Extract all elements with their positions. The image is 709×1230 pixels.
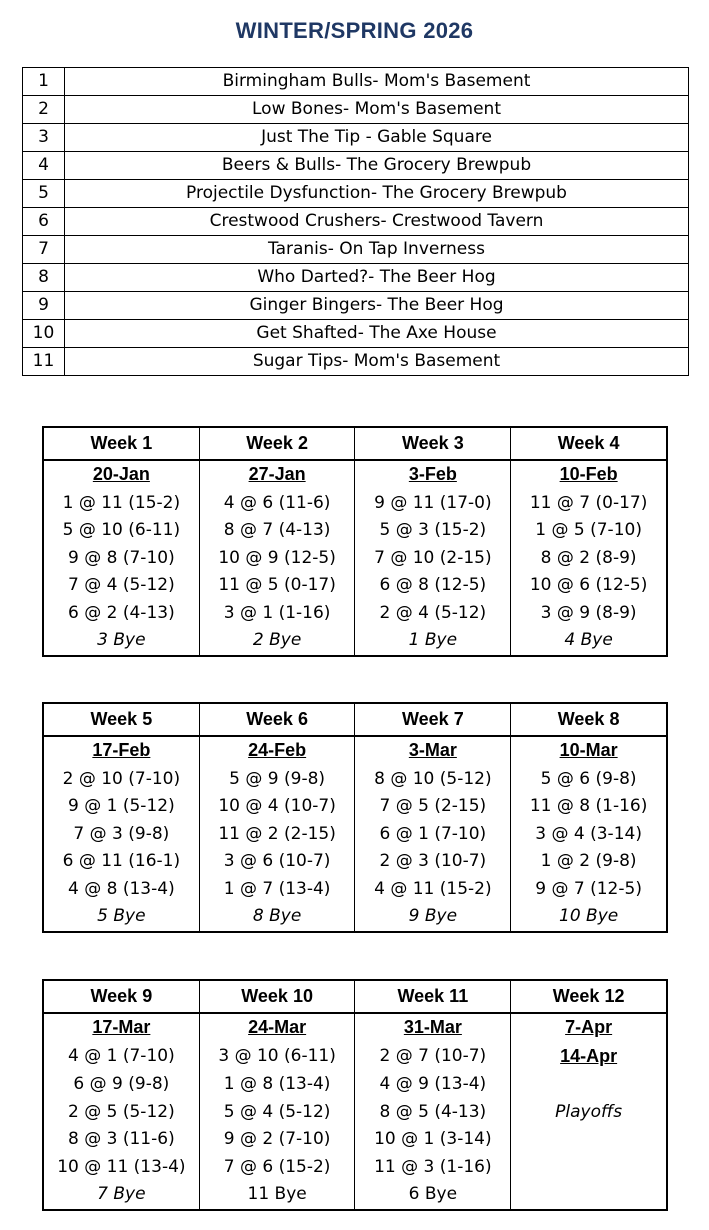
- team-row: [23, 348, 689, 376]
- week-label: Week 10: [199, 980, 355, 1013]
- bye: 9 Bye: [355, 903, 511, 932]
- schedule-row: [43, 848, 667, 876]
- schedule-row: [43, 903, 667, 932]
- bye: 3 Bye: [43, 627, 199, 656]
- match: 11 @ 7 (0-17): [511, 490, 667, 518]
- bye: 4 Bye: [511, 627, 667, 656]
- match: 7 @ 5 (2-15): [355, 793, 511, 821]
- match: 7 @ 3 (9-8): [43, 821, 199, 849]
- schedule-row: [43, 766, 667, 794]
- match: 4 @ 9 (13-4): [355, 1071, 511, 1099]
- schedule-row: [43, 736, 667, 766]
- week-label: Week 4: [511, 427, 667, 460]
- schedule-row: [43, 1126, 667, 1154]
- schedule-row: [43, 600, 667, 628]
- team-name: Sugar Tips- Mom's Basement: [65, 348, 689, 376]
- match: 10 @ 11 (13-4): [43, 1154, 199, 1182]
- schedule-block-3: [42, 979, 668, 1211]
- match: 2 @ 5 (5-12): [43, 1099, 199, 1127]
- week-date-text: 20-Jan: [92, 464, 150, 484]
- match: 10 @ 1 (3-14): [355, 1126, 511, 1154]
- week-date: [199, 1013, 355, 1043]
- team-row: [23, 208, 689, 236]
- schedule-row: [43, 490, 667, 518]
- team-number: 9: [23, 292, 65, 320]
- schedule-row: [43, 1099, 667, 1127]
- match: 2 @ 3 (10-7): [355, 848, 511, 876]
- team-number: 5: [23, 180, 65, 208]
- match: 9 @ 1 (5-12): [43, 793, 199, 821]
- team-number: 11: [23, 348, 65, 376]
- team-number: 6: [23, 208, 65, 236]
- team-row: [23, 152, 689, 180]
- match: 9 @ 2 (7-10): [199, 1126, 355, 1154]
- schedule-block-1: [42, 426, 668, 657]
- match: 8 @ 3 (11-6): [43, 1126, 199, 1154]
- empty-cell: [511, 1071, 667, 1099]
- empty-cell: [511, 1126, 667, 1154]
- match: 8 @ 7 (4-13): [199, 517, 355, 545]
- playoffs-label: Playoffs: [511, 1099, 667, 1127]
- week-label: Week 7: [355, 703, 511, 736]
- team-name: Who Darted?- The Beer Hog: [65, 264, 689, 292]
- match: 6 @ 2 (4-13): [43, 600, 199, 628]
- bye: 7 Bye: [43, 1181, 199, 1210]
- week-label: Week 9: [43, 980, 199, 1013]
- match: 10 @ 9 (12-5): [199, 545, 355, 573]
- bye: 6 Bye: [355, 1181, 511, 1210]
- match: 5 @ 4 (5-12): [199, 1099, 355, 1127]
- team-number: 10: [23, 320, 65, 348]
- match: 6 @ 1 (7-10): [355, 821, 511, 849]
- match: 1 @ 8 (13-4): [199, 1071, 355, 1099]
- week-label: Week 3: [355, 427, 511, 460]
- match: 4 @ 8 (13-4): [43, 876, 199, 904]
- match: 6 @ 11 (16-1): [43, 848, 199, 876]
- week-date: [199, 460, 355, 490]
- team-number: 4: [23, 152, 65, 180]
- week-date: [511, 460, 667, 490]
- week-date: [355, 736, 511, 766]
- week-label: Week 8: [511, 703, 667, 736]
- team-row: [23, 320, 689, 348]
- match: 11 @ 2 (2-15): [199, 821, 355, 849]
- schedule-block-2: [42, 702, 668, 933]
- week-date: [511, 736, 667, 766]
- match: 6 @ 9 (9-8): [43, 1071, 199, 1099]
- team-row: [23, 96, 689, 124]
- bye: 8 Bye: [199, 903, 355, 932]
- match: 10 @ 6 (12-5): [511, 572, 667, 600]
- week-date: [43, 460, 199, 490]
- schedule-row: [43, 572, 667, 600]
- team-row: [23, 292, 689, 320]
- match: 5 @ 3 (15-2): [355, 517, 511, 545]
- week-date: [199, 736, 355, 766]
- match: 3 @ 6 (10-7): [199, 848, 355, 876]
- team-row: [23, 124, 689, 152]
- schedule-row: [43, 627, 667, 656]
- week-date: [43, 1013, 199, 1043]
- week-date: [355, 460, 511, 490]
- match: 9 @ 7 (12-5): [511, 876, 667, 904]
- week-date-text: 3-Feb: [408, 464, 457, 484]
- week-date-2: [511, 1043, 667, 1072]
- team-number: 2: [23, 96, 65, 124]
- week-date-text: 10-Mar: [559, 740, 618, 760]
- week-label: Week 1: [43, 427, 199, 460]
- week-date-text: 7-Apr: [565, 1017, 613, 1037]
- week-date-text: 10-Feb: [559, 464, 618, 484]
- team-number: 8: [23, 264, 65, 292]
- empty-cell: [511, 1181, 667, 1210]
- team-number: 3: [23, 124, 65, 152]
- week-date-text: 3-Mar: [408, 740, 457, 760]
- match: 11 @ 5 (0-17): [199, 572, 355, 600]
- team-name: Taranis- On Tap Inverness: [65, 236, 689, 264]
- schedule-row: [43, 1043, 667, 1072]
- match: 1 @ 7 (13-4): [199, 876, 355, 904]
- match: 7 @ 4 (5-12): [43, 572, 199, 600]
- team-row: [23, 236, 689, 264]
- match: 7 @ 10 (2-15): [355, 545, 511, 573]
- bye: 1 Bye: [355, 627, 511, 656]
- schedule-row: [43, 1013, 667, 1043]
- match: 1 @ 2 (9-8): [511, 848, 667, 876]
- match: 5 @ 9 (9-8): [199, 766, 355, 794]
- week-header-row: [43, 703, 667, 736]
- team-name: Projectile Dysfunction- The Grocery Brewpub: [65, 180, 689, 208]
- week-label: Week 6: [199, 703, 355, 736]
- match: 3 @ 4 (3-14): [511, 821, 667, 849]
- teams-table: [22, 67, 689, 376]
- team-name: Low Bones- Mom's Basement: [65, 96, 689, 124]
- match: 10 @ 4 (10-7): [199, 793, 355, 821]
- week-date-text: 31-Mar: [403, 1017, 462, 1037]
- schedule-row: [43, 517, 667, 545]
- schedule-row: [43, 460, 667, 490]
- team-row: [23, 264, 689, 292]
- match: 4 @ 6 (11-6): [199, 490, 355, 518]
- week-header-row: [43, 980, 667, 1013]
- match: 1 @ 11 (15-2): [43, 490, 199, 518]
- match: 2 @ 10 (7-10): [43, 766, 199, 794]
- match: 9 @ 8 (7-10): [43, 545, 199, 573]
- bye: 11 Bye: [199, 1181, 355, 1210]
- week-date-text: 27-Jan: [248, 464, 306, 484]
- week-date: [43, 736, 199, 766]
- schedule-row: [43, 545, 667, 573]
- schedule-row: [43, 1154, 667, 1182]
- match: 5 @ 6 (9-8): [511, 766, 667, 794]
- match: 11 @ 8 (1-16): [511, 793, 667, 821]
- week-date-text: 24-Mar: [248, 1017, 307, 1037]
- schedule-row: [43, 1181, 667, 1210]
- match: 8 @ 10 (5-12): [355, 766, 511, 794]
- match: 3 @ 1 (1-16): [199, 600, 355, 628]
- schedule-row: [43, 1071, 667, 1099]
- week-label: Week 5: [43, 703, 199, 736]
- week-header-row: [43, 427, 667, 460]
- match: 6 @ 8 (12-5): [355, 572, 511, 600]
- week-label: Week 2: [199, 427, 355, 460]
- bye: 10 Bye: [511, 903, 667, 932]
- schedule-row: [43, 821, 667, 849]
- match: 7 @ 6 (15-2): [199, 1154, 355, 1182]
- match: 1 @ 5 (7-10): [511, 517, 667, 545]
- team-name: Beers & Bulls- The Grocery Brewpub: [65, 152, 689, 180]
- match: 8 @ 2 (8-9): [511, 545, 667, 573]
- match: 11 @ 3 (1-16): [355, 1154, 511, 1182]
- team-row: [23, 68, 689, 96]
- team-row: [23, 180, 689, 208]
- match: 8 @ 5 (4-13): [355, 1099, 511, 1127]
- team-name: Get Shafted- The Axe House: [65, 320, 689, 348]
- week-date-text: 17-Feb: [92, 740, 151, 760]
- match: 4 @ 11 (15-2): [355, 876, 511, 904]
- bye: 5 Bye: [43, 903, 199, 932]
- week-label: Week 12: [511, 980, 667, 1013]
- week-date: [511, 1013, 667, 1043]
- team-name: Birmingham Bulls- Mom's Basement: [65, 68, 689, 96]
- match: 2 @ 7 (10-7): [355, 1043, 511, 1072]
- team-name: Just The Tip - Gable Square: [65, 124, 689, 152]
- week-label: Week 11: [355, 980, 511, 1013]
- match: 5 @ 10 (6-11): [43, 517, 199, 545]
- bye: 2 Bye: [199, 627, 355, 656]
- page-title: WINTER/SPRING 2026: [235, 18, 474, 43]
- match: 3 @ 9 (8-9): [511, 600, 667, 628]
- match: 9 @ 11 (17-0): [355, 490, 511, 518]
- schedule-row: [43, 876, 667, 904]
- team-number: 7: [23, 236, 65, 264]
- week-date-text: 24-Feb: [248, 740, 307, 760]
- match: 4 @ 1 (7-10): [43, 1043, 199, 1072]
- schedule-row: [43, 793, 667, 821]
- week-date-text: 17-Mar: [92, 1017, 151, 1037]
- team-name: Crestwood Crushers- Crestwood Tavern: [65, 208, 689, 236]
- team-name: Ginger Bingers- The Beer Hog: [65, 292, 689, 320]
- week-date: [355, 1013, 511, 1043]
- team-number: 1: [23, 68, 65, 96]
- match: 3 @ 10 (6-11): [199, 1043, 355, 1072]
- empty-cell: [511, 1154, 667, 1182]
- week-date-2-text: 14-Apr: [560, 1045, 618, 1066]
- match: 2 @ 4 (5-12): [355, 600, 511, 628]
